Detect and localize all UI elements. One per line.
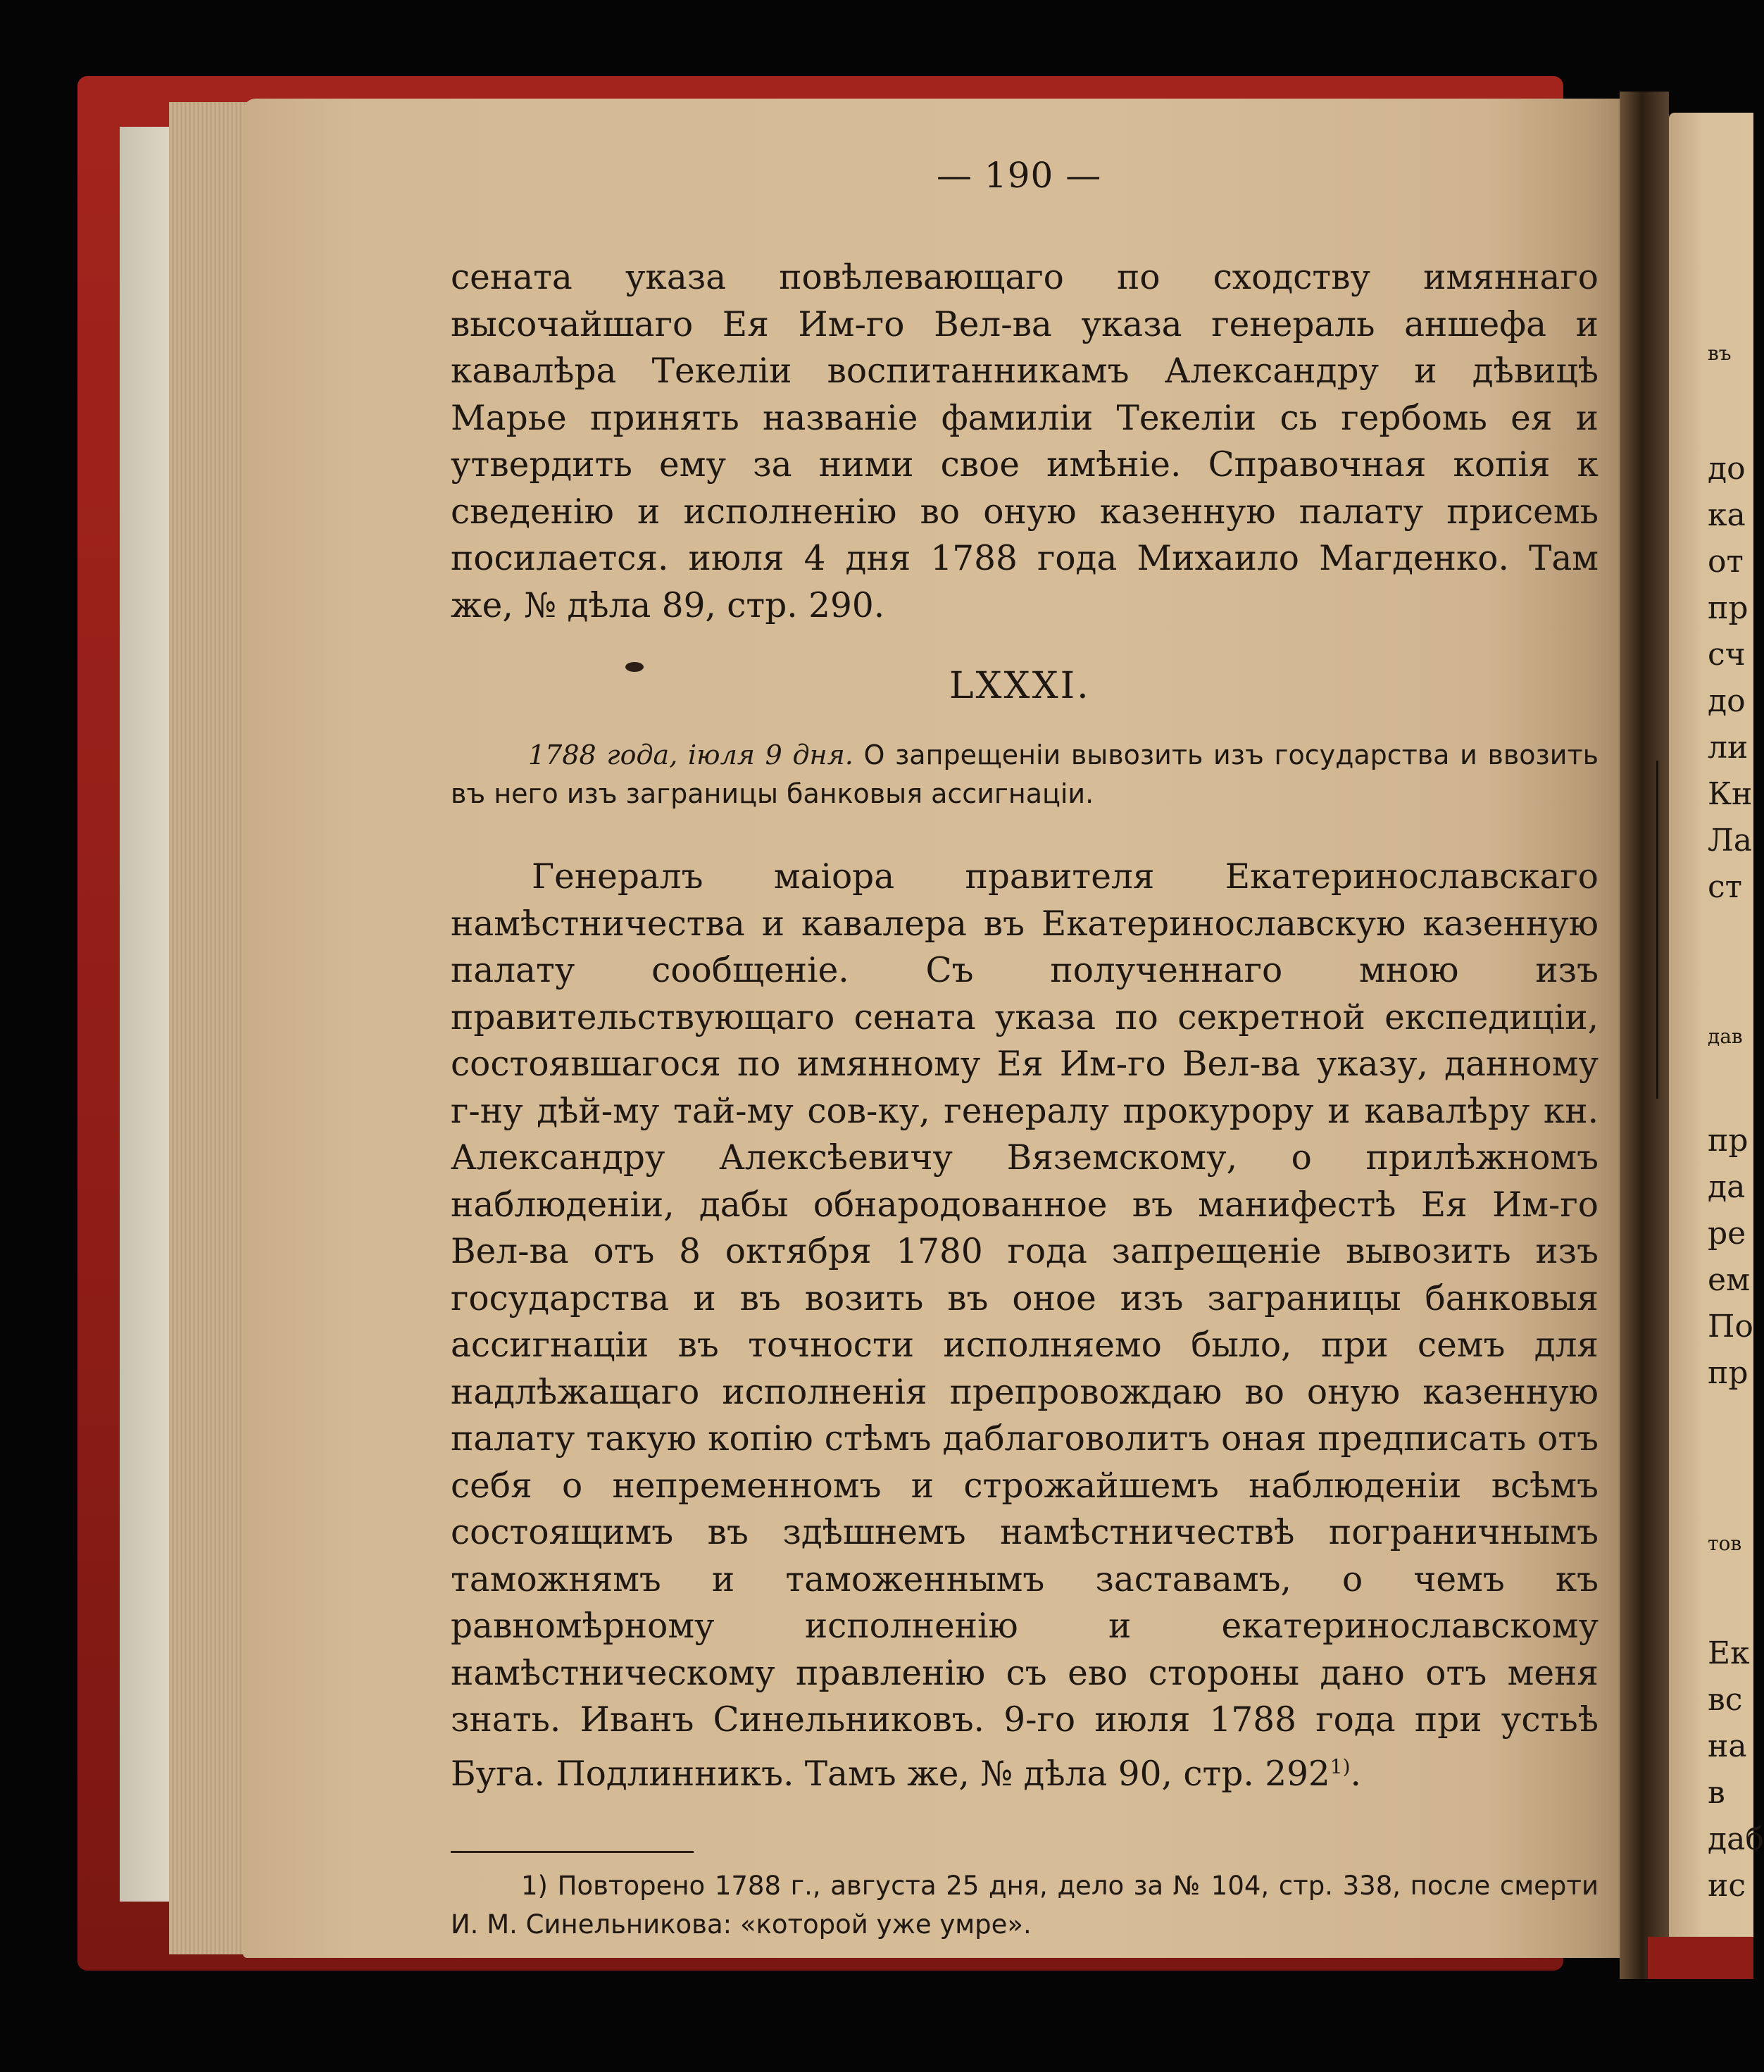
right-page-fragment: пр bbox=[1708, 1355, 1749, 1391]
right-page-fragment: даб bbox=[1708, 1821, 1764, 1857]
cover-inner-board bbox=[120, 127, 176, 1902]
right-page-fragment: до bbox=[1708, 451, 1746, 487]
right-page-fragment: до bbox=[1708, 683, 1746, 719]
footnote-mark: 1) bbox=[521, 1871, 548, 1901]
right-page-fragment: дав bbox=[1708, 1025, 1743, 1048]
footnote-rule bbox=[451, 1851, 694, 1853]
footnote-text: Повторено 1788 г., августа 25 дня, дело за № 104, стр. 338, после смерти И. М. Синельникова: «которой уже умре». bbox=[451, 1871, 1599, 1940]
document-body bbox=[451, 854, 1599, 1797]
right-page-fragment: ст bbox=[1708, 869, 1742, 905]
right-page-fragment: По bbox=[1708, 1309, 1753, 1344]
cover-corner bbox=[1648, 1937, 1753, 1979]
right-page-fragment: ка bbox=[1708, 497, 1746, 533]
right-page-fragment: да bbox=[1708, 1169, 1746, 1205]
right-page-fragment: вс bbox=[1708, 1682, 1743, 1718]
paragraph-continuation: сената указа повѣлевающаго по сходству имяннаго высочайшаго Ея Им-го Вел-ва указа генераль аншефа и кавалѣра Текеліи воспитанникамъ Александру и дѣвицѣ Марье принять названіе фамиліи Текеліи сь гербомь ея и утвердить ему за ними свое имѣніе. Справочная копія к сведенію и исполненію во оную казенную палату присемь посилается. июля 4 дня 1788 года Михаило Магденко. Там же, № дѣла 89, стр. 290. bbox=[451, 258, 1599, 625]
right-page-fragment: пр bbox=[1708, 590, 1749, 626]
footnote-reference: 1) bbox=[1330, 1754, 1351, 1778]
ink-blot bbox=[625, 662, 644, 672]
right-page-fragment: сч bbox=[1708, 637, 1746, 673]
footnote bbox=[451, 1866, 1599, 1944]
right-page-fragment: в bbox=[1708, 1775, 1725, 1811]
gutter-shadow-line bbox=[1656, 761, 1658, 1099]
page-number: — 190 — bbox=[937, 155, 1102, 196]
document-heading: LXXXI. bbox=[949, 665, 1091, 707]
summary-date: 1788 года, іюля 9 дня. bbox=[528, 739, 853, 770]
right-page-fragment: ис bbox=[1708, 1868, 1746, 1904]
right-page-fragment: ре bbox=[1708, 1216, 1746, 1252]
right-page-fragment: Ек bbox=[1708, 1635, 1750, 1671]
summary-text: О запрещеніи вывозить изъ государства и ввозить въ него изъ заграницы банковыя ассигнаціи. bbox=[451, 739, 1599, 809]
body-text: Генералъ маіора правителя Екатеринославскаго намѣстничества и кавалера въ Екатеринославскую казенную палату сообщеніе. Съ полученнаго мною изъ правительствующаго сената указа по секретной експедиціи, состоявшагося по имянному Ея Им-го Вел-ва указу, данному г-ну дѣй-му тай-му сов-ку, генералу прокурору и кавалѣру кн. Александру Алексѣевичу Вяземскому, о прилѣжномъ наблюденіи, дабы обнародованное въ манифестѣ Ея Им-го Вел-ва отъ 8 октября 1780 года запрещеніе вывозить изъ государства и въ возить въ оное изъ заграницы банковыя ассигнаціи въ точности исполняемо было, при семъ для надлѣжащаго исполненія препровождаю во оную казенную палату такую копію стѣмъ даблаговолитъ оная предписать отъ себя о непременномъ и строжайшемъ наблюденіи всѣмъ состоящимъ въ здѣшнемъ намѣстничествѣ пограничнымъ таможнямъ и таможеннымъ заставамъ, о чемъ къ равномѣрному исполненію и екатеринославскому намѣстническому правленію съ ево стороны дано отъ меня знать. Иванъ Синельниковъ. 9-го июля 1788 года при устьѣ Буга. Подлинникъ. Тамъ же, № дѣла 90, стр. 292 bbox=[451, 857, 1599, 1794]
right-page-fragment: ли bbox=[1708, 730, 1749, 766]
right-page-fragment: от bbox=[1708, 544, 1744, 580]
document-summary bbox=[451, 736, 1599, 813]
right-page-fragment: пр bbox=[1708, 1123, 1749, 1159]
body-end: . bbox=[1350, 1754, 1361, 1794]
right-page-fragment: Кн bbox=[1708, 776, 1753, 812]
right-page-fragment: въ bbox=[1708, 342, 1732, 365]
right-page-fragment: на bbox=[1708, 1728, 1747, 1764]
book-gutter bbox=[1620, 92, 1669, 1979]
right-page-fragment: тов bbox=[1708, 1532, 1742, 1555]
right-page-fragment: Ла bbox=[1708, 823, 1752, 859]
right-page-fragment: ем bbox=[1708, 1262, 1751, 1298]
